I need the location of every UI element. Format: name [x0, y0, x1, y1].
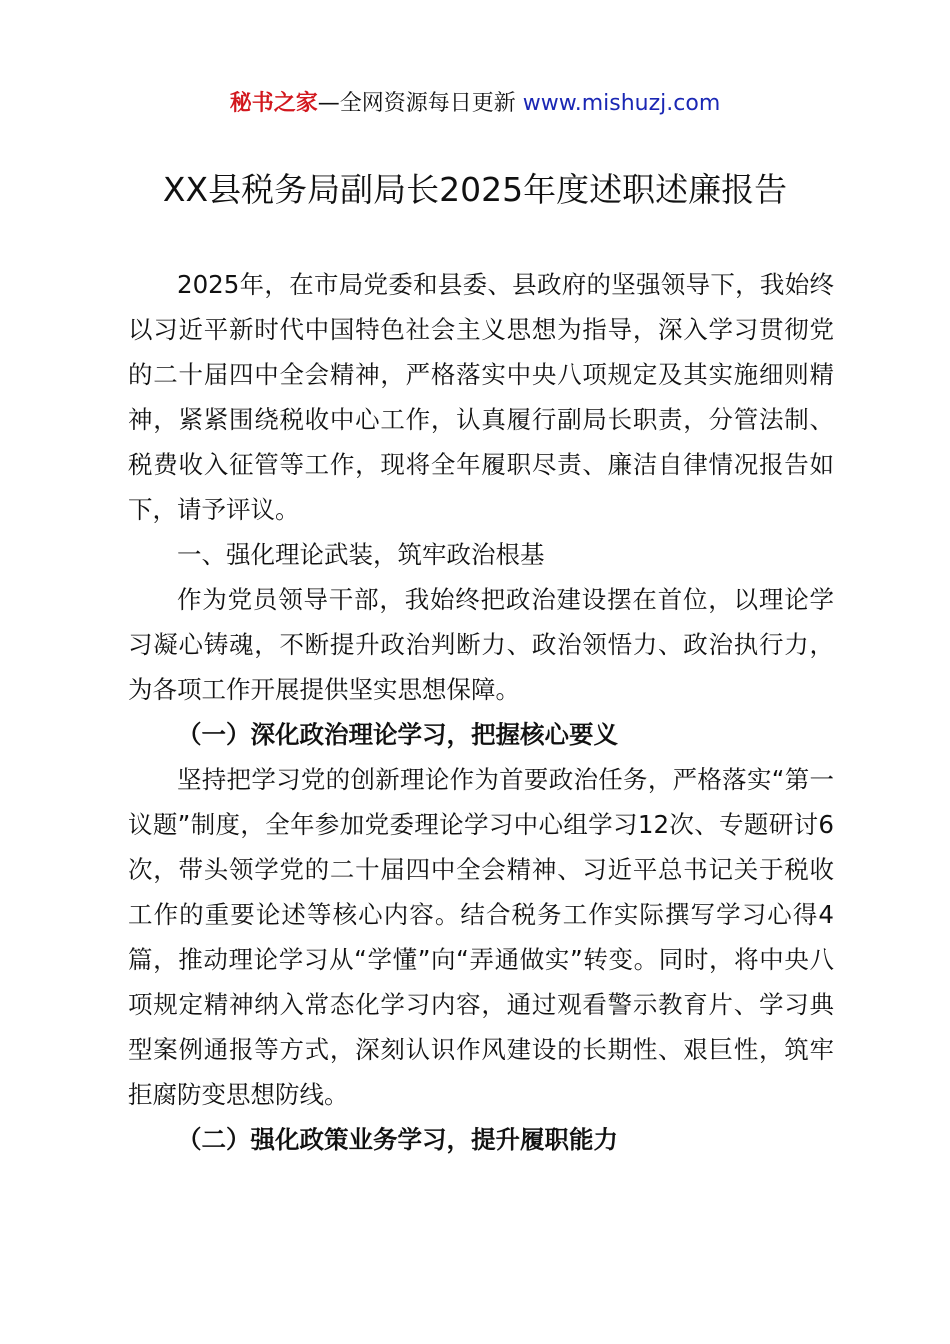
subsection-1-paragraph: 坚持把学习党的创新理论作为首要政治任务，严格落实“第一议题”制度，全年参加党委理论学习中心组学习12次、专题研讨6次，带头领学党的二十届四中全会精神、习近平总书记关于税收工作的重要论述等核心内容。结合税务工作实际撰写学习心得4篇，推动理论学习从“学懂”向“弄通做实”转变。同时，将中央八项规定精神纳入常态化学习内容，通过观看警示教育片、学习典型案例通报等方式，深刻认识作风建设的长期性、艰巨性，筑牢拒腐防变思想防线。: [128, 765, 834, 1109]
site-url: www.mishuzj.com: [522, 91, 721, 116]
brand-slogan: —全网资源每日更新: [317, 91, 523, 116]
watermark-header: [0, 88, 950, 120]
section-heading-1: 一、强化理论武装，筑牢政治根基: [177, 540, 545, 569]
subsection-heading-1: （一）深化政治理论学习，把握核心要义: [177, 720, 618, 749]
brand-name: 秘书之家: [229, 91, 318, 116]
document-title: XX县税务局副局长2025年度述职述廉报告: [162, 170, 788, 209]
intro-paragraph: 2025年，在市局党委和县委、县政府的坚强领导下，我始终以习近平新时代中国特色社会主义思想为指导，深入学习贯彻党的二十届四中全会精神，严格落实中央八项规定及其实施细则精神，紧紧围绕税收中心工作，认真履行副局长职责，分管法制、税费收入征管等工作，现将全年履职尽责、廉洁自律情况报告如下，请予评议。: [128, 270, 834, 524]
subsection-heading-2: （二）强化政策业务学习，提升履职能力: [177, 1125, 618, 1154]
section-1-paragraph: 作为党员领导干部，我始终把政治建设摆在首位，以理论学习凝心铸魂，不断提升政治判断力、政治领悟力、政治执行力，为各项工作开展提供坚实思想保障。: [128, 585, 834, 704]
document-body: [128, 262, 834, 1162]
